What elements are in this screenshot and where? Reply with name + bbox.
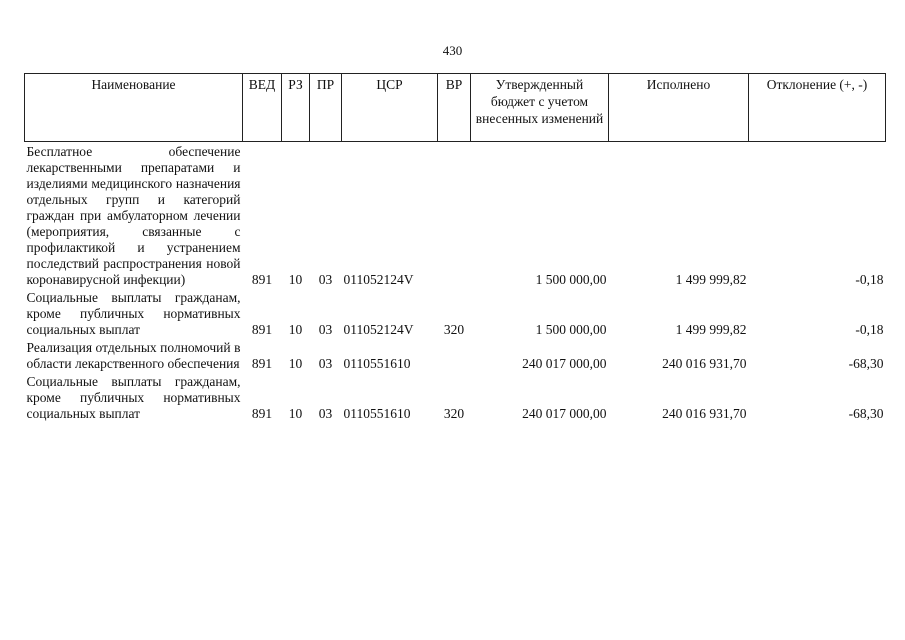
row-approved: 1 500 000,00 bbox=[535, 322, 607, 337]
row-csr: 011052124V bbox=[343, 322, 414, 337]
row-name: Бесплатное обеспечение лекарственными препаратами и изделиями медицинского назначения отдельных групп и категорий граждан при амбулаторном лечении (мероприятия, связанные с профилактикой и устранением последствий распространения новой коронавирусной инфекции) bbox=[26, 144, 241, 287]
row-rz: 10 bbox=[288, 356, 303, 371]
header-ved: ВЕД bbox=[243, 74, 282, 142]
header-rz: РЗ bbox=[282, 74, 310, 142]
row-executed: 240 016 931,70 bbox=[662, 356, 747, 371]
page-number: 430 bbox=[442, 43, 463, 58]
row-ved: 891 bbox=[251, 356, 273, 371]
row-approved: 240 017 000,00 bbox=[522, 406, 607, 421]
table-header-row bbox=[25, 74, 886, 142]
table-row bbox=[25, 372, 886, 422]
header-csr: ЦСР bbox=[342, 74, 438, 142]
row-executed: 240 016 931,70 bbox=[662, 406, 747, 421]
row-vr: 320 bbox=[443, 322, 465, 337]
row-name: Социальные выплаты гражданам, кроме публичных нормативных социальных выплат bbox=[26, 374, 241, 421]
row-rz: 10 bbox=[288, 272, 303, 287]
table-row bbox=[25, 142, 886, 289]
header-executed: Исполнено bbox=[609, 74, 749, 142]
row-pr: 03 bbox=[318, 406, 333, 421]
row-vr bbox=[438, 338, 471, 372]
row-pr: 03 bbox=[318, 272, 333, 287]
row-deviation: -0,18 bbox=[855, 272, 884, 287]
row-rz: 10 bbox=[288, 406, 303, 421]
header-deviation: Отклонение (+, -) bbox=[749, 74, 886, 142]
row-approved: 1 500 000,00 bbox=[535, 272, 607, 287]
row-name: Социальные выплаты гражданам, кроме публичных нормативных социальных выплат bbox=[26, 290, 241, 337]
row-deviation: -68,30 bbox=[848, 356, 884, 371]
row-name: Реализация отдельных полномочий в области лекарственного обеспечения bbox=[26, 340, 241, 371]
row-ved: 891 bbox=[251, 272, 273, 287]
row-approved: 240 017 000,00 bbox=[522, 356, 607, 371]
budget-table bbox=[24, 73, 886, 422]
row-rz: 10 bbox=[288, 322, 303, 337]
table-row bbox=[25, 288, 886, 338]
row-pr: 03 bbox=[318, 322, 333, 337]
row-ved: 891 bbox=[251, 406, 273, 421]
header-vr: ВР bbox=[438, 74, 471, 142]
row-deviation: -0,18 bbox=[855, 322, 884, 337]
table-row bbox=[25, 338, 886, 372]
header-pr: ПР bbox=[310, 74, 342, 142]
header-name: Наименование bbox=[25, 74, 243, 142]
row-csr: 011052124V bbox=[343, 272, 414, 287]
row-vr: 320 bbox=[443, 406, 465, 421]
row-csr: 0110551610 bbox=[343, 406, 411, 421]
header-approved: Утвержденный бюджет с учетом внесенных изменений bbox=[471, 74, 609, 142]
row-deviation: -68,30 bbox=[848, 406, 884, 421]
row-executed: 1 499 999,82 bbox=[675, 272, 747, 287]
row-ved: 891 bbox=[251, 322, 273, 337]
row-csr: 0110551610 bbox=[343, 356, 411, 371]
row-vr bbox=[438, 142, 471, 289]
row-executed: 1 499 999,82 bbox=[675, 322, 747, 337]
row-pr: 03 bbox=[318, 356, 333, 371]
